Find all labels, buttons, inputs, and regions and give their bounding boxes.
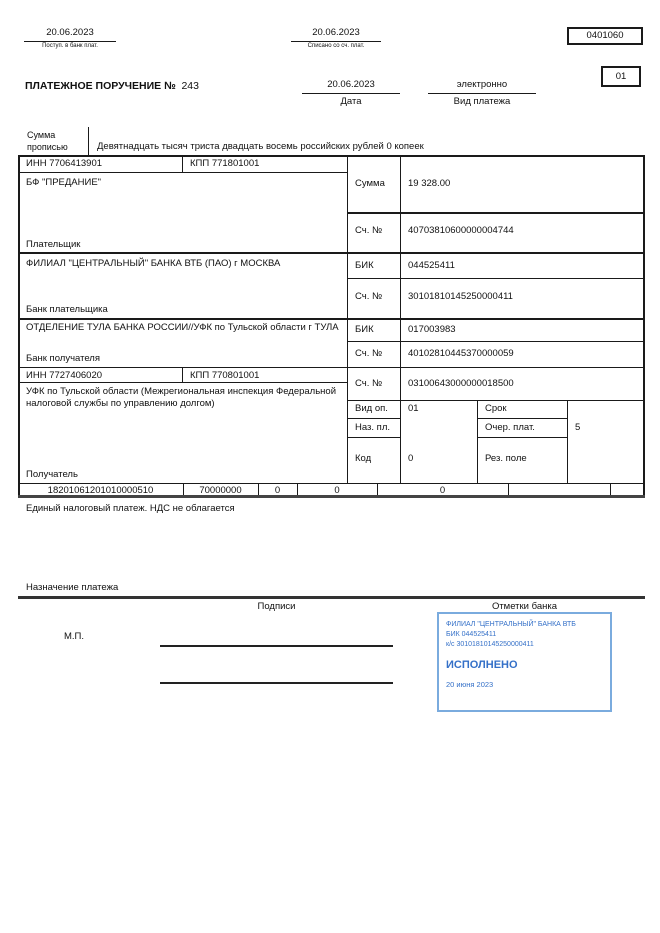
table-border-line	[18, 367, 645, 368]
beneficiary-name: УФК по Тульской области (Межрегиональная инспекция Федеральной налоговой службы по управлению долгом)	[26, 386, 337, 409]
table-border-line	[18, 382, 347, 383]
code-label: Код	[355, 453, 372, 464]
payer-bank-name: ФИЛИАЛ "ЦЕНТРАЛЬНЫЙ" БАНКА ВТБ (ПАО) г МОСКВА	[26, 258, 281, 269]
beneficiary-account: 03100643000000018500	[408, 378, 514, 389]
payer-account-label: Сч. №	[355, 225, 383, 236]
stamp-bik: БИК 044525411	[446, 631, 497, 638]
beneficiary-bank-account: 40102810445370000059	[408, 348, 514, 359]
bank-stamp	[437, 612, 612, 712]
beneficiary-kpp: КПП 770801001	[190, 370, 260, 381]
code-value: 0	[408, 453, 414, 464]
beneficiary-bank-name: ОТДЕЛЕНИЕ ТУЛА БАНКА РОССИИ//УФК по Тульской области г ТУЛА	[26, 322, 339, 333]
stamp-date: 20 июня 2023	[446, 680, 494, 689]
document-title	[25, 80, 199, 93]
table-border-line	[477, 400, 478, 483]
payer-bank-account-label: Сч. №	[355, 291, 383, 302]
beneficiary-label: Получатель	[26, 469, 78, 480]
beneficiary-bank-bik-label: БИК	[355, 324, 374, 335]
table-border-line	[18, 318, 645, 320]
table-border-line	[347, 212, 645, 214]
reserve-label: Рез. поле	[485, 453, 527, 464]
received-date-value: 20.06.2023	[24, 27, 116, 42]
tax-field-oktmo: 70000000	[199, 485, 242, 496]
payer-account: 40703810600000004744	[408, 225, 514, 236]
naz-pl-label: Наз. пл.	[355, 422, 390, 433]
signature-line	[160, 645, 393, 647]
payment-kind-label: Вид платежа	[453, 96, 511, 107]
payer-bank-bik-label: БИК	[355, 260, 374, 271]
table-border-line	[477, 418, 567, 419]
amount-words-label: Сумма прописью	[18, 127, 89, 155]
main-table	[18, 155, 645, 497]
admission-code: 01	[615, 70, 627, 82]
priority-label: Очер. плат.	[485, 422, 535, 433]
table-border-line	[643, 155, 645, 497]
amount-label: Сумма	[355, 178, 385, 189]
table-border-line	[347, 437, 400, 438]
received-date-label: Поступ. в банк плат.	[42, 43, 98, 49]
purpose-underline	[18, 596, 645, 599]
payer-kpp: КПП 771801001	[190, 158, 260, 169]
amount-words-value: Девятнадцать тысяч триста двадцать восемь российских рублей 0 копеек	[97, 141, 424, 152]
payer-bank-bik: 044525411	[408, 260, 455, 271]
signatures-label: Подписи	[257, 601, 296, 612]
table-border-line	[477, 437, 567, 438]
debited-date-value: 20.06.2023	[291, 27, 381, 42]
tax-field-basis: 0	[274, 485, 281, 496]
beneficiary-bank-bik: 017003983	[408, 324, 456, 335]
document-number: 243	[181, 80, 199, 92]
amount-words-row	[18, 127, 645, 155]
beneficiary-account-label: Сч. №	[355, 378, 383, 389]
debited-date-field	[291, 27, 381, 50]
purpose-text: Единый налоговый платеж. НДС не облагается	[26, 503, 235, 514]
table-border-line	[18, 252, 645, 254]
payer-bank-account: 30101810145250000411	[408, 291, 513, 302]
payer-name: БФ "ПРЕДАНИЕ"	[26, 177, 102, 188]
seal-place-label: М.П.	[64, 631, 85, 642]
table-border-line	[347, 278, 645, 279]
table-border-line	[347, 400, 645, 401]
debited-date-label: Списано со сч. плат.	[307, 43, 365, 49]
payer-bank-label: Банк плательщика	[26, 304, 108, 315]
table-border-line	[347, 418, 400, 419]
term-label: Срок	[485, 403, 507, 414]
purpose-label: Назначение платежа	[26, 582, 119, 593]
table-border-line	[182, 155, 183, 172]
table-border-line	[347, 341, 645, 342]
document-date-label: Дата	[340, 96, 362, 107]
admission-code-box	[601, 66, 641, 87]
tax-field-kbk: 18201061201010000510	[47, 485, 154, 496]
form-code: 0401060	[586, 30, 624, 41]
payment-kind-field	[428, 79, 536, 108]
bank-marks-label: Отметки банка	[491, 601, 558, 612]
stamp-status: ИСПОЛНЕНО	[446, 659, 518, 671]
amount-value: 19 328.00	[408, 178, 451, 189]
payer-label: Плательщик	[26, 239, 81, 250]
beneficiary-bank-account-label: Сч. №	[355, 348, 383, 359]
document-date-value: 20.06.2023	[302, 79, 400, 94]
op-kind-value: 01	[408, 403, 419, 414]
stamp-bank-name: ФИЛИАЛ "ЦЕНТРАЛЬНЫЙ" БАНКА ВТБ	[446, 621, 576, 628]
stamp-corr-account: к/с 30101810145250000411	[446, 641, 534, 648]
received-date-field	[24, 27, 116, 50]
payer-inn: ИНН 7706413901	[26, 158, 103, 169]
document-date-field	[302, 79, 400, 108]
payment-kind-value: электронно	[428, 79, 536, 94]
table-border-line	[182, 367, 183, 382]
form-code-box	[567, 27, 643, 45]
table-border-line	[18, 155, 20, 497]
table-border-line	[18, 172, 347, 173]
op-kind-label: Вид оп.	[355, 403, 388, 414]
priority-value: 5	[575, 422, 581, 433]
table-border-line	[18, 483, 645, 484]
document-title-text: ПЛАТЕЖНОЕ ПОРУЧЕНИЕ №	[25, 80, 176, 92]
table-border-line	[567, 400, 568, 483]
signature-line	[160, 682, 393, 684]
beneficiary-bank-label: Банк получателя	[26, 353, 100, 364]
table-border-line	[18, 155, 645, 157]
beneficiary-inn: ИНН 7727406020	[26, 370, 103, 381]
tax-field-number: 0	[439, 485, 446, 496]
tax-field-period: 0	[334, 485, 340, 496]
